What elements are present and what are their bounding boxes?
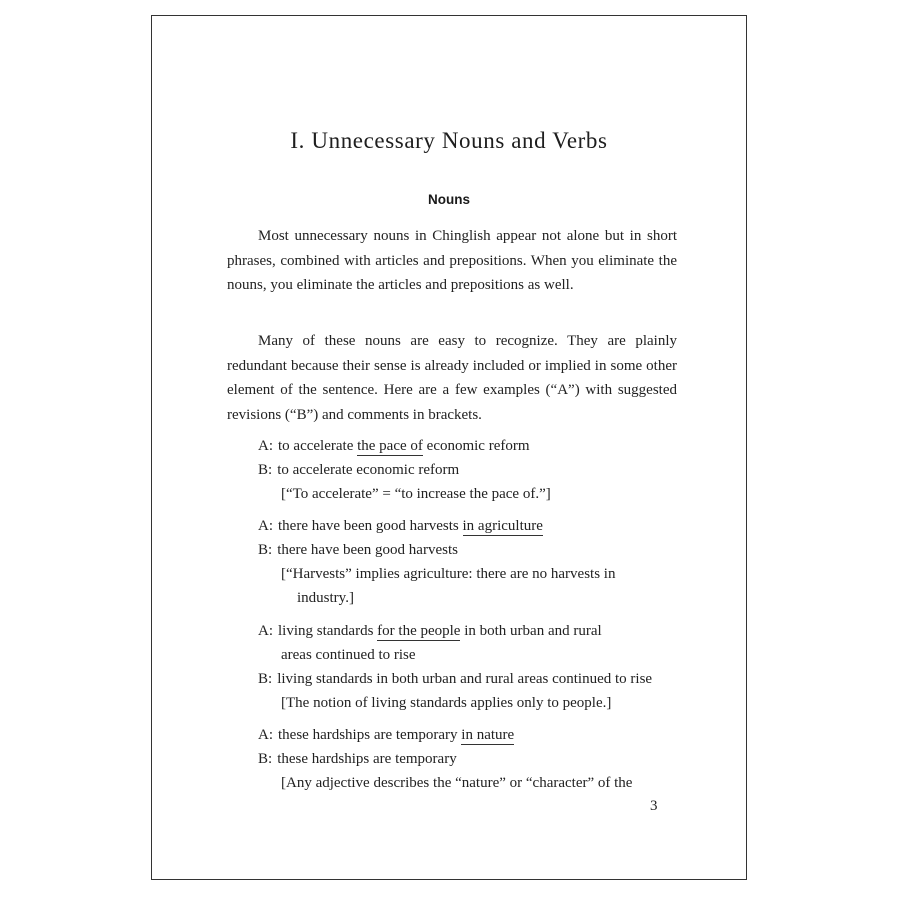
example-text: living standards — [278, 623, 378, 639]
example-text: to accelerate — [278, 438, 358, 454]
example-3-comment: [The notion of living standards applies only to people.] — [281, 695, 612, 711]
example-text: there have been good harvests — [278, 518, 463, 534]
example-4-b — [258, 747, 457, 771]
example-2-comment-cont: industry.] — [297, 590, 354, 606]
example-label: B: — [258, 462, 273, 478]
example-label: A: — [258, 727, 273, 743]
example-2-a — [258, 514, 543, 538]
paragraph-2: Many of these nouns are easy to recognize. They are plainly redundant because their sense is already included or implied in some other element of the sentence. Here are a few examples (“A”) with suggested revisions (“B”) and comments in brackets. — [227, 333, 677, 423]
example-text: living standards in both urban and rural areas continued to rise — [277, 671, 653, 687]
example-2-comment: [“Harvests” implies agriculture: there are no harvests in — [281, 566, 616, 582]
underlined-phrase: for the people — [377, 623, 461, 639]
example-text: economic reform — [422, 438, 530, 454]
page-number: 3 — [650, 798, 658, 814]
example-label: B: — [258, 542, 273, 558]
example-text: in both urban and rural — [460, 623, 602, 639]
chapter-title: I. Unnecessary Nouns and Verbs — [290, 128, 608, 153]
example-3-b — [258, 667, 652, 691]
example-3-a — [258, 619, 602, 643]
example-1-comment: [“To accelerate” = “to increase the pace of.”] — [281, 486, 551, 502]
underlined-phrase: the pace of — [357, 438, 423, 454]
example-2-b — [258, 538, 458, 562]
example-label: A: — [258, 518, 273, 534]
example-1-b — [258, 458, 459, 482]
example-label: B: — [258, 751, 273, 767]
example-1-a — [258, 434, 530, 458]
book-page — [151, 15, 747, 880]
example-text: there have been good harvests — [277, 542, 458, 558]
example-text: these hardships are temporary — [278, 727, 462, 743]
underlined-phrase: in agriculture — [462, 518, 543, 534]
example-4-a — [258, 723, 514, 747]
example-text: to accelerate economic reform — [277, 462, 460, 478]
underlined-phrase: in nature — [461, 727, 515, 743]
example-3-a-cont: areas continued to rise — [281, 647, 416, 663]
paragraph-1: Most unnecessary nouns in Chinglish appear not alone but in short phrases, combined with articles and prepositions. When you eliminate the nouns, you eliminate the articles and prepositions as well. — [227, 228, 677, 293]
example-4-comment: [Any adjective describes the “nature” or “character” of the — [281, 775, 633, 791]
section-heading: Nouns — [428, 192, 470, 207]
example-text: these hardships are temporary — [277, 751, 457, 767]
example-label: B: — [258, 671, 273, 687]
example-label: A: — [258, 623, 273, 639]
example-label: A: — [258, 438, 273, 454]
